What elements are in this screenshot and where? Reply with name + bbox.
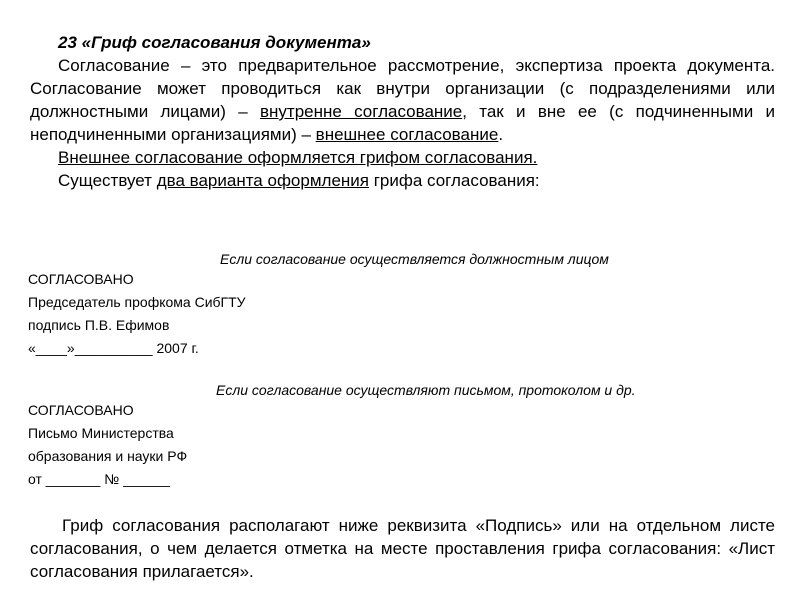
variant1-line-approved: СОГЛАСОВАНО bbox=[28, 271, 134, 287]
section-title: 23 «Гриф согласования документа» bbox=[58, 33, 371, 52]
intro-paragraph-variants bbox=[30, 169, 775, 192]
intro-paragraph-external bbox=[30, 146, 775, 169]
variant1-caption: Если согласование осуществляется должностным лицом bbox=[220, 251, 609, 267]
definition-text-part-3: . bbox=[498, 125, 504, 144]
variant2-line-ministry: образования и науки РФ bbox=[28, 448, 188, 464]
conclusion-text bbox=[30, 514, 775, 583]
variants-text-part-1: Существует bbox=[58, 171, 157, 190]
definition-text-part-1: Согласование – это предварительное рассмотрение, экспертиза проекта документа. Согласование может проводиться как внутри организации (с подразделениями или должностными лицами) – bbox=[30, 56, 775, 121]
variant2-stamp bbox=[28, 399, 187, 491]
two-variants-term: два варианта оформления bbox=[156, 171, 369, 190]
variant2-caption: Если согласование осуществляют письмом, протоколом и др. bbox=[216, 382, 636, 398]
external-approval-statement: Внешнее согласование оформляется грифом согласования. bbox=[58, 148, 538, 167]
variant2-line-number: от _______ № ______ bbox=[28, 471, 170, 487]
intro-text bbox=[30, 54, 775, 192]
variant1-line-position: Председатель профкома СибГТУ bbox=[28, 294, 246, 310]
variant1-stamp bbox=[28, 268, 246, 360]
variants-text-part-2: грифа согласования: bbox=[369, 171, 540, 190]
variant2-line-approved: СОГЛАСОВАНО bbox=[28, 402, 134, 418]
variant2-line-letter: Письмо Министерства bbox=[28, 425, 174, 441]
conclusion-paragraph: Гриф согласования располагают ниже реквизита «Подпись» или на отдельном листе согласования, о чем делается отметка на месте проставления грифа согласования: «Лист согласования прилагается». bbox=[30, 516, 775, 581]
external-approval-term: внешнее согласование bbox=[315, 125, 499, 144]
variant1-line-signature: подпись П.В. Ефимов bbox=[28, 317, 170, 333]
variant1-line-date: «____»__________ 2007 г. bbox=[28, 340, 199, 356]
intro-paragraph-definition bbox=[30, 54, 775, 146]
definition-text-part-2: , так и вне ее (с подчиненными и неподчиненными организациями) – bbox=[30, 102, 775, 144]
internal-approval-term: внутренне согласование bbox=[259, 102, 463, 121]
